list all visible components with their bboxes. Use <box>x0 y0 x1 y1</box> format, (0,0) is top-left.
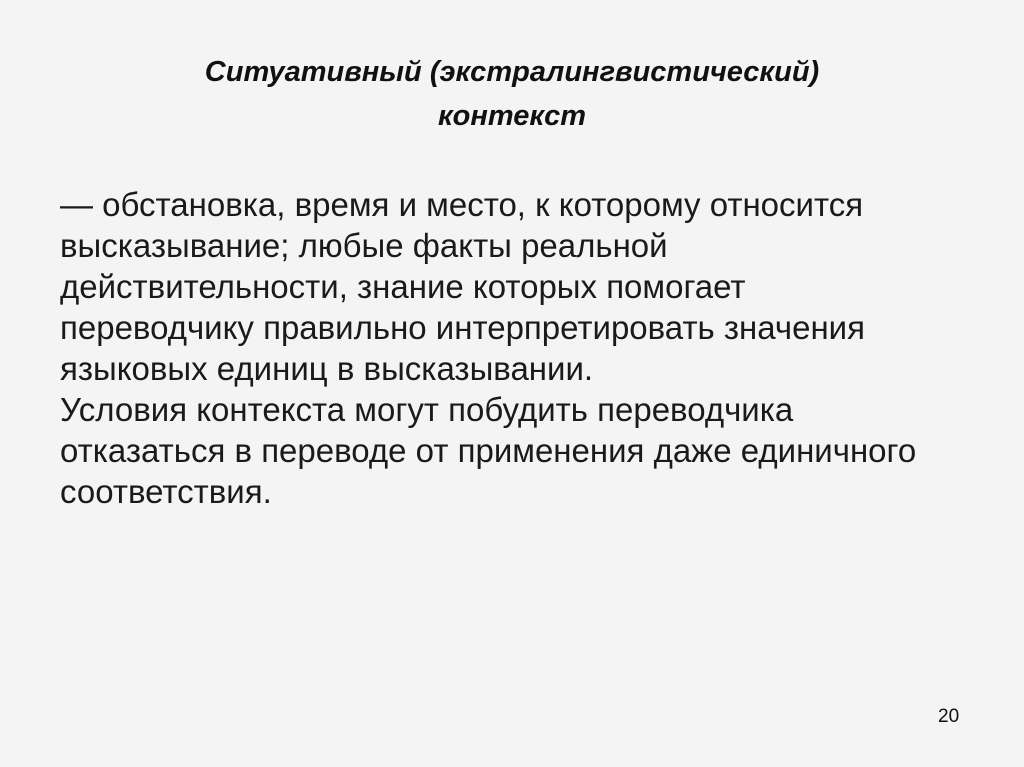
slide-title <box>0 50 1024 138</box>
body-line: — обстановка, время и место, к которому относится <box>60 186 864 223</box>
body-line: Условия контекста могут побудить переводчика <box>60 391 794 428</box>
body-line: действительности, знание которых помогает <box>60 268 746 305</box>
body-line: языковых единиц в высказывании. <box>60 350 594 387</box>
definition-text <box>60 184 980 512</box>
body-line: соответствия. <box>60 473 272 510</box>
body-line: высказывание; любые факты реальной <box>60 227 668 264</box>
title-line-1: Ситуативный (экстралингвистический) <box>204 56 820 88</box>
body-line: переводчику правильно интерпретировать значения <box>60 309 865 346</box>
page-number: 20 <box>938 706 960 727</box>
body-line: отказаться в переводе от применения даже единичного <box>60 432 917 469</box>
title-line-2: контекст <box>437 100 587 132</box>
